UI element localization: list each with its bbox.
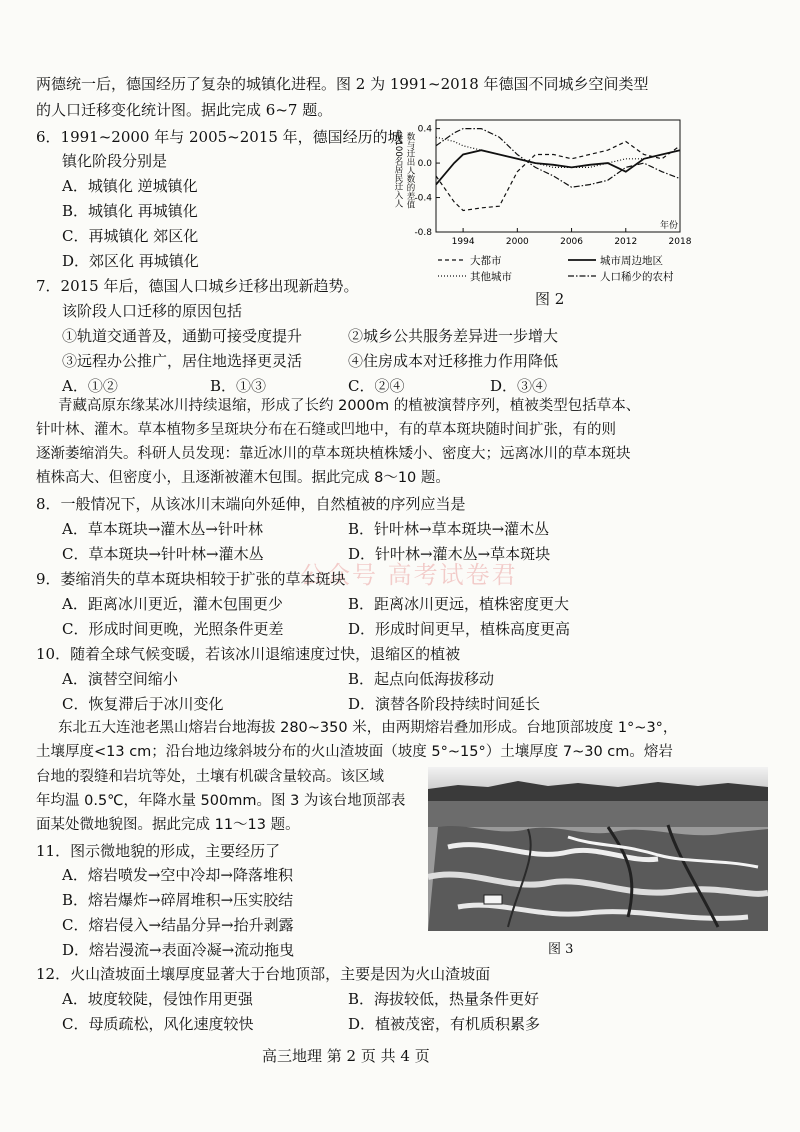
q9-option-a: A．距离冰川更近，灌木包围更少 — [62, 595, 283, 613]
x-tick-label: 2012 — [614, 237, 638, 247]
q7-stem-1: 7．2015 年后，德国人口城乡迁移出现新趋势。 — [36, 277, 359, 295]
q7-choice-3: ③远程办公推广，居住地选择更灵活 — [62, 352, 303, 370]
figure-2-caption: 图 2 — [535, 290, 565, 308]
intro-3-line-5: 面某处微地貌图。据此完成 11～13 题。 — [36, 817, 300, 833]
figure-3-caption: 图 3 — [548, 942, 574, 957]
q11-option-b: B．熔岩爆炸→碎屑堆积→压实胶结 — [62, 891, 294, 909]
q12-option-d: D．植被茂密，有机质积累多 — [348, 1015, 541, 1033]
x-tick-label: 2006 — [560, 237, 584, 247]
x-tick-label: 2018 — [668, 237, 692, 247]
q6-option-a: A．城镇化 逆城镇化 — [62, 177, 198, 195]
q6-option-d: D．郊区化 再城镇化 — [62, 252, 199, 270]
y-axis-label-part-2: 数与迁出人数的差值 — [405, 132, 415, 209]
q10-option-a: A．演替空间缩小 — [62, 670, 178, 688]
intro-1-line-2: 的人口迁移变化统计图。据此完成 6~7 题。 — [36, 101, 333, 119]
q7-choice-1: ①轨道交通普及，通勤可接受度提升 — [62, 327, 303, 345]
intro-2-line-1: 青藏高原东缘某冰川持续退缩，形成了长约 2000m 的植被演替序列，植被类型包括草本、 — [58, 398, 641, 414]
x-tick-label: 2000 — [505, 237, 529, 247]
q11-stem: 11．图示微地貌的形成，主要经历了 — [36, 842, 281, 860]
plot-frame — [436, 120, 680, 232]
intro-3-line-3: 台地的裂缝和岩坑等处，土壤有机碳含量较高。该区域 — [36, 769, 384, 785]
q7-option-b: B．①③ — [210, 377, 267, 395]
q7-choice-2: ②城乡公共服务差异进一步增大 — [348, 327, 559, 345]
x-tick-label: 1994 — [451, 237, 475, 247]
q7-option-a: A．①② — [62, 377, 118, 395]
q12-option-c: C．母质疏松，风化速度较快 — [62, 1015, 254, 1033]
q8-stem: 8．一般情况下，从该冰川末端向外延伸，自然植被的序列应当是 — [36, 495, 466, 513]
q10-option-c: C．恢复滞后于冰川变化 — [62, 695, 224, 713]
legend-label: 其他城市 — [470, 271, 512, 283]
q12-option-b: B．海拔较低，热量条件更好 — [348, 990, 540, 1008]
page-footer: 高三地理 第 2 页 共 4 页 — [262, 1047, 430, 1065]
q10-option-d: D．演替各阶段持续时间延长 — [348, 695, 541, 713]
q10-option-b: B．起点向低海拔移动 — [348, 670, 495, 688]
series-line-4 — [436, 129, 680, 188]
y-tick-label: -0.8 — [414, 228, 432, 238]
watermark: 公众号 高考试卷君 — [300, 561, 518, 589]
q12-stem: 12．火山渣坡面土壤厚度显著大于台地顶部，主要是因为火山渣坡面 — [36, 965, 491, 983]
q9-option-d: D．形成时间更早，植株高度更高 — [348, 620, 571, 638]
y-tick-label: 0.0 — [417, 159, 432, 170]
q6-option-c: C．再城镇化 郊区化 — [62, 227, 199, 245]
y-tick-label: 0.4 — [417, 124, 432, 135]
q11-option-d: D．熔岩漫流→表面冷凝→流动拖曳 — [62, 941, 295, 959]
figure-2-line-chart — [388, 112, 704, 308]
q7-option-d: D．③④ — [490, 377, 548, 395]
q11-option-c: C．熔岩侵入→结晶分异→抬升剥露 — [62, 916, 294, 934]
q10-stem: 10．随着全球气候变暖，若该冰川退缩速度过快，退缩区的植被 — [36, 645, 461, 663]
q9-option-c: C．形成时间更晚，光照条件更差 — [62, 620, 284, 638]
q7-option-c: C．②④ — [348, 377, 405, 395]
q8-option-b: B．针叶林→草本斑块→灌木丛 — [348, 520, 550, 538]
intro-3-line-2: 土壤厚度<13 cm；沿台地边缘斜坡分布的火山渣坡面（坡度 5°~15°）土壤厚度 7~30 cm。熔岩 — [36, 744, 673, 760]
q9-option-b: B．距离冰川更远，植株密度更大 — [348, 595, 570, 613]
figure-3-lava-surface-photo — [428, 767, 768, 931]
q6-stem-1: 6．1991~2000 年与 2005~2015 年，德国经历的城 — [36, 128, 403, 146]
q6-stem-2: 镇化阶段分别是 — [62, 152, 168, 170]
legend-label: 城市周边地区 — [600, 255, 663, 267]
q6-option-b: B．城镇化 再城镇化 — [62, 202, 198, 220]
q8-option-a: A．草本斑块→灌木丛→针叶林 — [62, 520, 263, 538]
intro-3-line-1: 东北五大连池老黑山熔岩台地海拔 280~350 米，由两期熔岩叠加形成。台地顶部坡度 1°~3°， — [58, 720, 678, 736]
x-axis-label: 年份 — [659, 221, 678, 231]
q12-option-a: A．坡度较陡，侵蚀作用更强 — [62, 990, 253, 1008]
q7-stem-2: 该阶段人口迁移的原因包括 — [62, 302, 243, 320]
q9-stem: 9．萎缩消失的草本斑块相较于扩张的草本斑块 — [36, 570, 346, 588]
legend-label: 人口稀少的农村 — [600, 271, 674, 283]
intro-3-line-4: 年均温 0.5℃，年降水量 500mm。图 3 为该台地顶部表 — [36, 793, 406, 809]
legend-label: 大都市 — [470, 255, 502, 267]
q7-choice-4: ④住房成本对迁移推力作用降低 — [348, 352, 559, 370]
y-tick-label: -0.4 — [414, 193, 432, 204]
q8-option-d: D．针叶林→灌木丛→草本斑块 — [348, 545, 551, 563]
intro-2-line-4: 植株高大、但密度小，且逐渐被灌木包围。据此完成 8～10 题。 — [36, 470, 450, 486]
intro-1-line-1: 两德统一后，德国经历了复杂的城镇化进程。图 2 为 1991~2018 年德国不同城乡空间类型 — [36, 75, 649, 93]
y-axis-label-part-1: 每100名居民迁入人 — [393, 132, 403, 208]
q8-option-c: C．草本斑块→针叶林→灌木丛 — [62, 545, 264, 563]
intro-2-line-3: 逐渐萎缩消失。科研人员发现：靠近冰川的草本斑块植株矮小、密度大；远离冰川的草本斑块 — [36, 446, 631, 462]
q11-option-a: A．熔岩喷发→空中冷却→降落堆积 — [62, 866, 293, 884]
intro-2-line-2: 针叶林、灌木。草本植物多呈斑块分布在石缝或凹地中，有的草本斑块随时间扩张，有的则 — [36, 422, 616, 438]
